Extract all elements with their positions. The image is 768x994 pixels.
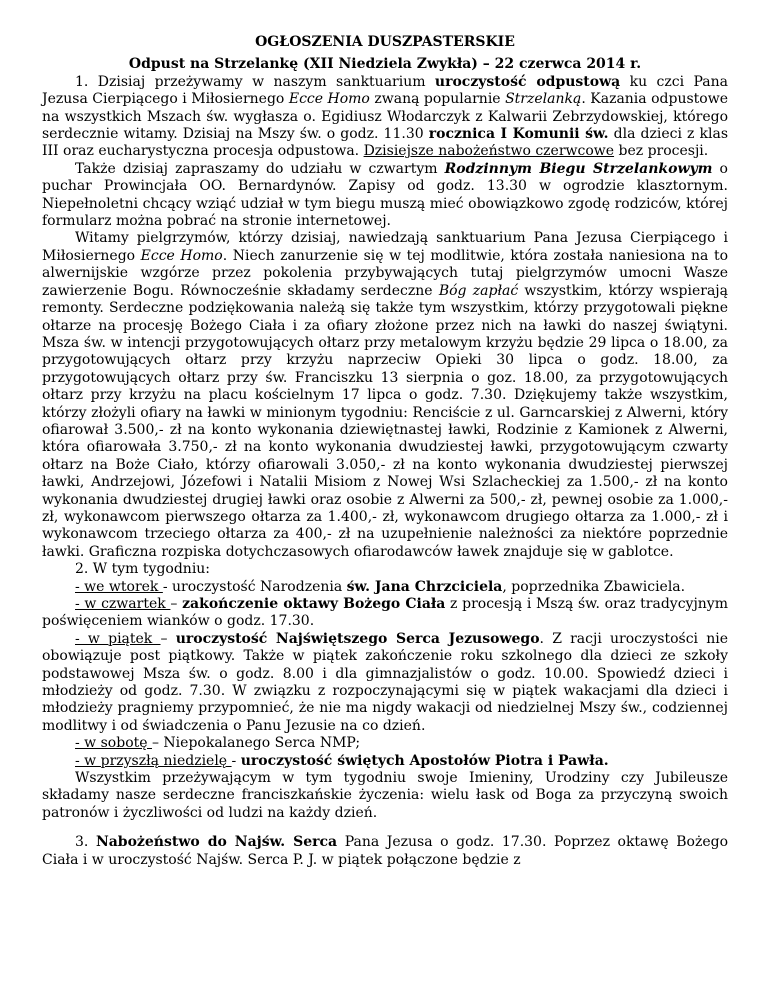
text-run: - w czwartek [75, 596, 171, 612]
text-run: 1. Dzisiaj przeżywamy w naszym sanktuarium [75, 73, 435, 90]
text-run: zwaną popularnie [369, 91, 506, 108]
text-run: . Kazania odpustowe na wszystkich Mszach św. wygłasza o. Egidiusz Włodarczyk z Kalwarii Zebrzydowskiej, którego serdecznie witamy. Dzisiaj na Mszy św. o godz. 11.30 [42, 91, 728, 143]
item-saturday [42, 735, 728, 752]
text-run: rocznica I Komunii św. [428, 126, 609, 143]
paragraph-wishes [42, 770, 728, 822]
text-run: Strzelanką [505, 91, 582, 108]
paragraph-running-race [42, 161, 728, 231]
paragraph-announcement-1 [42, 74, 728, 161]
text-run: Nabożeństwo do Najśw. Serca [95, 834, 338, 851]
text-run: uroczystość świętych Apostołów Piotra i Pawła. [240, 752, 609, 769]
text-run: ku czci Pana Jezusa Cierpiącego i Miłosiernego [42, 73, 728, 108]
item-next-sunday [42, 753, 728, 770]
text-run: - uroczystość Narodzenia [162, 578, 347, 595]
text-run: wszystkim, którzy wspierają remonty. Serdeczne podziękowania należą się także tym wszystkim, którzy przygotowali piękne ołtarze na procesję Bożego Ciała i za ofiary złożone przez nich na ławki do naszej świątyni. Msza św. w intencji przygotowujących ołtarz przy metalowym krzyżu będzie 29 lipca o 18.00, za przygotowujących ołtarz przy krzyżu naprzeciw Opieki 30 lipca o godz. 18.00, za przygotowujących ołtarz przy św. Franciszku 13 sierpnia o goz. 18.00, za przygotowujących ołtarz przy krzyżu na placu kościelnym 17 lipca o godz. 7.30. Dziękujemy także wszystkim, którzy złożyli ofiary na ławki w minionym tygodniu: Renciście z ul. Garncarskiej z Alwerni, który ofiarował 3.500,- zł na konto wykonania dziewiętnastej ławki, Rodzinie z Kamionek z Alwerni, która ofiarowała 3.750,- zł na konto wykonania dwudziestej ławki, przygotowującym czwarty ołtarz na Boże Ciało, którzy ofiarowali 3.050,- zł na konto wykonania dwudziestej pierwszej ławki, Andrzejowi, Józefowi i Natalii Misiom z Nowej Wsi Szlacheckiej za 1.500,- zł na konto wykonania dwudziestej drugiej ławki oraz osobie z Alwerni za 500,- zł, pewnej osobie za 1.000,- zł, wykonawcom pierwszego ołtarza za 1.400,- zł, wykonawcom drugiego ołtarza za 1.000,- zł i wykonawcom trzeciego ołtarza za 400,- zł na uzupełnienie należności za niektóre poprzednie ławki. Graficzna rozpiska dotychczasowych ofiarodawców ławek znajduje się w gablotce. [42, 282, 728, 560]
text-run: . Niech zanurzenie się w tej modlitwie, która została naniesiona na to alwernijskie wzgórze przez pokolenia przybywających tutaj pielgrzymów umocni Wasze zawierzenie Bogu. Równocześnie składamy serdeczne [42, 247, 728, 299]
item-friday [42, 631, 728, 735]
text-run: – [170, 596, 183, 612]
text-run: - [231, 752, 241, 769]
text-run: - we wtorek [75, 578, 163, 595]
text-run: bez procesji. [614, 143, 709, 160]
text-run: Dzisiejsze nabożeństwo czerwcowe [363, 143, 615, 160]
text-run: zakończenie oktawy Bożego Ciała [182, 596, 446, 612]
paragraph-pilgrims-donations [42, 230, 728, 561]
text-run: uroczystość odpustową [434, 73, 621, 90]
text-run: Bóg zapłać [438, 282, 519, 299]
text-run: . Z racji uroczystości nie obowiązuje post piątkowy. Także w piątek zakończenie roku szkolnego dla dzieci ze szkoły podstawowej Msza św. o godz. 8.00 i dla gimnazjalistów o godz. 10.00. Spowiedź dzieci i młodzieży od godz. 7.30. W związku z rozpoczynającymi się w piątek wakacjami dla dzieci i młodzieży pragniemy przypomnieć, że nie ma nigdy wakacji od niedzielnej Mszy św., codziennej modlitwy i od świadczenia o Panu Jezusie na co dzień. [42, 630, 728, 734]
text-run: Ecce Homo [288, 91, 370, 108]
text-run: uroczystość Najświętszego Serca Jezusowego [175, 630, 540, 647]
text-run: św. Jana Chrzciciela [346, 578, 503, 595]
text-run: – [160, 630, 176, 647]
text-run: z procesją i Mszą św. oraz tradycyjnym poświęceniem wianków o godz. 17.30. [42, 596, 728, 630]
text-run: Ecce Homo [140, 247, 223, 264]
text-run: - w piątek [75, 630, 161, 647]
text-run: dla dzieci z klas III oraz eucharystyczna procesja odpustowa. [42, 126, 729, 160]
page-subtitle: Odpust na Strzelankę (XII Niedziela Zwykła) – 22 czerwca 2014 r. [128, 56, 642, 73]
text-run: Witamy pielgrzymów, którzy dzisiaj, nawiedzają sanktuarium Pana Jezusa Cierpiącego i Miłosiernego [42, 230, 728, 264]
item-tuesday [42, 579, 728, 596]
text-run: 3. [75, 834, 96, 851]
text-run: Rodzinnym Biegu Strzelankowym [444, 160, 713, 177]
page-title: OGŁOSZENIA DUSZPASTERSKIE [255, 34, 515, 50]
text-run: - w sobotę [75, 735, 152, 752]
paragraph-announcement-3 [42, 834, 728, 869]
text-run: , poprzednika Zbawiciela. [502, 578, 686, 595]
text-run: o puchar Prowincjała OO. Bernardynów. Zapisy od godz. 13.30 w ogrodzie klasztornym. Niepełnoletni chcący wziąć udział w tym biegu muszą mieć obowiązkowo zgodę rodziców, której formularz można pobrać na stronie internetowej. [42, 160, 728, 230]
text-run: Także dzisiaj zapraszamy do udziału w czwartym [75, 160, 445, 177]
text-run: 2. W tym tygodniu: [75, 561, 211, 578]
text-run: Pana Jezusa o godz. 17.30. Poprzez oktawę Bożego Ciała i w uroczystość Najśw. Serca P. J. w piątek połączone będzie z [42, 834, 728, 868]
text-run: – Niepokalanego Serca NMP; [151, 735, 361, 752]
text-run: Wszystkim przeżywającym w tym tygodniu swoje Imieniny, Urodziny czy Jubileusze składamy nasze serdeczne franciszkańskie życzenia: wielu łask od Boga za przyczyną swoich patronów i życzliwości od ludzi na każdy dzień. [42, 770, 728, 821]
item-thursday [42, 596, 728, 631]
text-run: - w przyszłą niedzielę [75, 752, 232, 769]
paragraph-announcement-2 [42, 561, 728, 578]
